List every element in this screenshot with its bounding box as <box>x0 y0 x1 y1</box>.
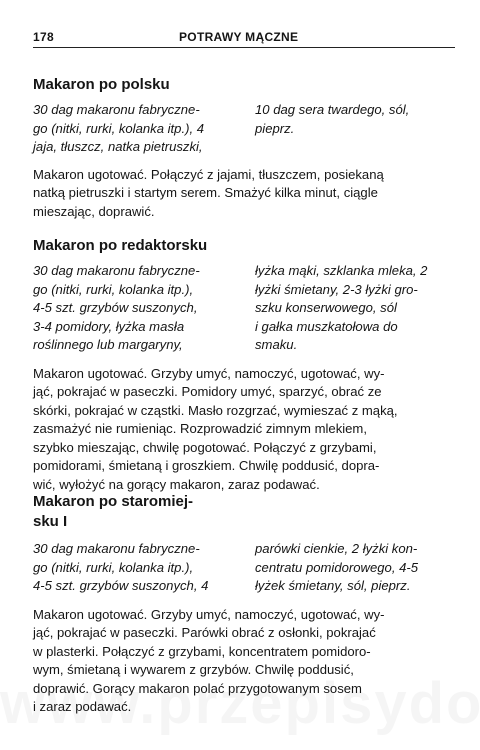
section-title: POTRAWY MĄCZNE <box>179 30 299 44</box>
running-head <box>33 30 455 48</box>
ingredients-right: 10 dag sera twardego, sól, pieprz. <box>255 102 410 136</box>
recipe-title: Makaron po redaktorsku <box>33 237 208 254</box>
ingredients-left: 30 dag makaronu fabryczne- go (nitki, rurki, kolanka itp.), 4-5 szt. grzybów suszonych, 4 <box>33 541 209 593</box>
ingredients-right: parówki cienkie, 2 łyżki kon- centratu pomidorowego, 4-5 łyżek śmietany, sól, pieprz. <box>255 541 419 593</box>
ingredients-right: łyżka mąki, szklanka mleka, 2 łyżki śmietany, 2-3 łyżki gro- szku konserwowego, sól i gałka muszkatołowa do smaku. <box>255 263 428 352</box>
ingredients-left: 30 dag makaronu fabryczne- go (nitki, rurki, kolanka itp.), 4-5 szt. grzybów suszonych, 3-4 pomidory, łyżka masła roślinnego lub margaryny, <box>33 263 200 352</box>
ingredients <box>33 262 455 355</box>
recipe-title: Makaron po polsku <box>33 76 170 93</box>
ingredients <box>33 540 455 596</box>
recipe-method: Makaron ugotować. Grzyby umyć, namoczyć, ugotować, wy- jąć, pokrajać w paseczki. Pomidory umyć, sparzyć, obrać ze skórki, pokrajać w cząstki. Masło rozgrzać, wymieszać z mąką, zasmażyć nie rumieniąc. Rozprowadzić zimnym mlekiem, szybko mieszając, chwilę pogotować. Połączyć z grzybami, pomidorami, śmietaną i groszkiem. Chwilę poddusić, dopra- wić, wyłożyć na gorący makaron, zaraz podawać. <box>33 365 398 492</box>
recipe <box>33 236 455 494</box>
recipe-method: Makaron ugotować. Połączyć z jajami, tłuszczem, posiekaną natką pietruszki i startym serem. Smażyć kilka minut, ciągle mieszając, doprawić. <box>33 166 384 219</box>
page-number: 178 <box>33 30 54 44</box>
book-page <box>33 30 455 714</box>
recipe-title: Makaron po staromiej- sku I <box>33 493 194 530</box>
recipe-method: Makaron ugotować. Grzyby umyć, namoczyć, ugotować, wy- jąć, pokrajać w paseczki. Parówki obrać z osłonki, pokrajać w plasterki. Połączyć z grzybami, koncentratem pomidoro- wym, śmietaną i wywarem z grzybów. Chwilę poddusić, doprawić. Gorący makaron polać przygotowanym sosem i zaraz podawać. <box>33 606 385 714</box>
ingredients <box>33 101 455 157</box>
recipe <box>33 75 455 221</box>
recipe <box>33 492 455 717</box>
ingredients-left: 30 dag makaronu fabryczne- go (nitki, rurki, kolanka itp.), 4 jaja, tłuszcz, natka pietruszki, <box>33 102 205 154</box>
